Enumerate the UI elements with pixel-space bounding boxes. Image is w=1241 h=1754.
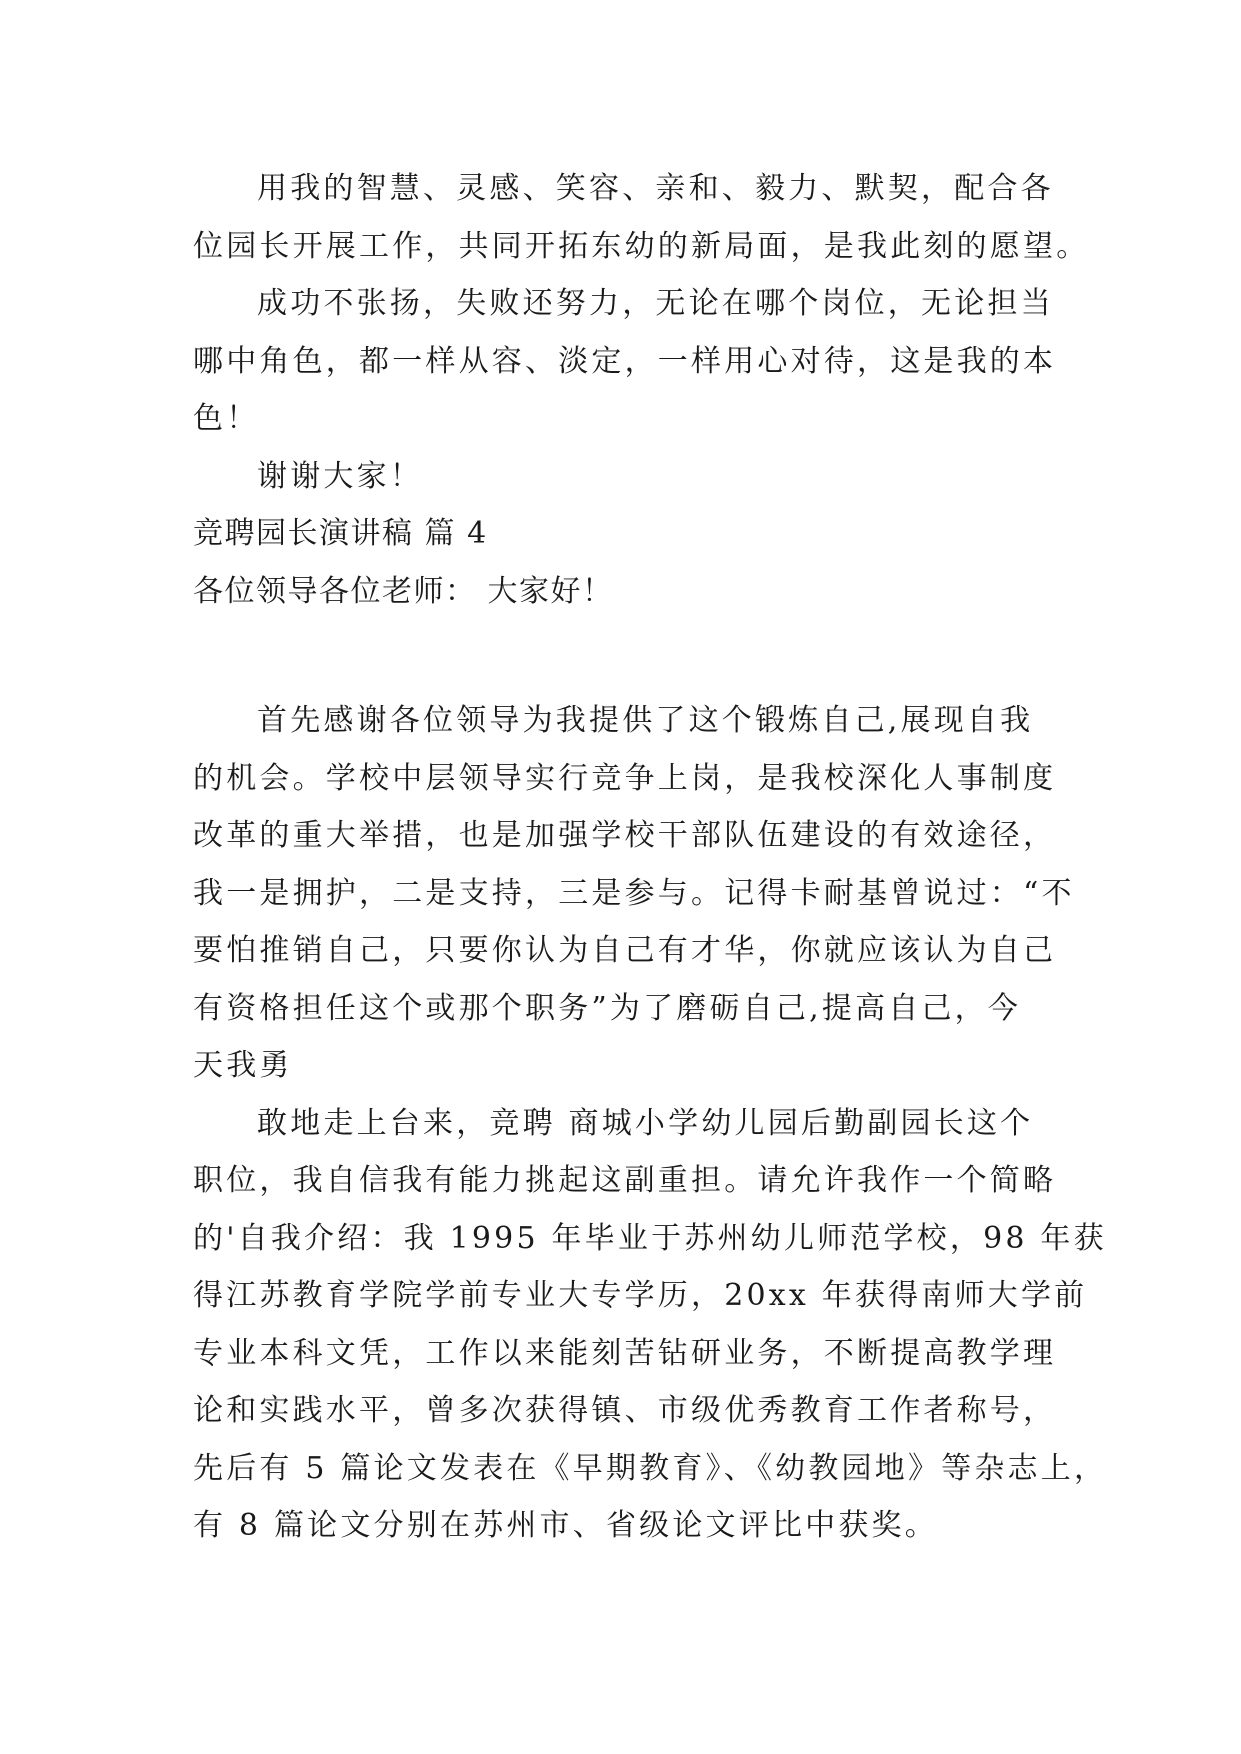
paragraph-line: 有 8 篇论文分别在苏州市、省级论文评比中获奖。 xyxy=(193,1508,938,1543)
paragraph-line: 职位，我自信我有能力挑起这副重担。请允许我作一个简略 xyxy=(193,1163,1057,1198)
paragraph-line: 色！ xyxy=(193,401,260,436)
paragraph-5 xyxy=(193,1095,1108,1555)
paragraph-line: 的'自我介绍：我 1995 年毕业于苏州幼儿师范学校，98 年获 xyxy=(193,1220,1107,1256)
paragraph-line: 先后有 5 篇论文发表在《早期教育》、《幼教园地》等杂志上， xyxy=(193,1450,1108,1486)
paragraph-line: 有资格担任这个或那个职务”为了磨砺自己,提高自己，今 xyxy=(193,990,1022,1026)
blank-space xyxy=(193,620,1058,692)
paragraph-line: 的机会。学校中层领导实行竞争上岗，是我校深化人事制度 xyxy=(193,760,1057,796)
greeting: 各位领导各位老师： 大家好！ xyxy=(193,573,614,609)
paragraph-line: 首先感谢各位领导为我提供了这个锻炼自己,展现自我 xyxy=(257,703,1034,738)
paragraph-line: 用我的智慧、灵感、笑容、亲和、毅力、默契，配合各 xyxy=(257,171,1054,206)
paragraph-line: 我一是拥护，二是支持，三是参与。记得卡耐基曾说过：“不 xyxy=(193,875,1075,911)
paragraph-3 xyxy=(193,448,1058,506)
paragraph-line: 要怕推销自己，只要你认为自己有才华，你就应该认为自己 xyxy=(193,933,1057,968)
paragraph-line: 成功不张扬，失败还努力，无论在哪个岗位，无论担当 xyxy=(257,286,1054,321)
paragraph-line: 得江苏教育学院学前专业大专学历，20xx 年获得南师大学前 xyxy=(193,1278,1088,1313)
paragraph-line: 位园长开展工作，共同开拓东幼的新局面，是我此刻的愿望。 xyxy=(193,228,1090,264)
section-title: 竞聘园长演讲稿 篇 4 xyxy=(193,516,488,551)
paragraph-line: 敢地走上台来，竞聘 商城小学幼儿园后勤副园长这个 xyxy=(257,1105,1034,1141)
paragraph-line: 天我勇 xyxy=(193,1048,293,1083)
paragraph-line: 专业本科文凭，工作以来能刻苦钻研业务，不断提高教学理 xyxy=(193,1335,1057,1371)
paragraph-1 xyxy=(193,160,1090,275)
paragraph-2 xyxy=(193,275,1058,448)
paragraph-line: 哪中角色，都一样从容、淡定，一样用心对待，这是我的本 xyxy=(193,343,1057,379)
paragraph-line: 谢谢大家！ xyxy=(257,458,423,494)
paragraph-line: 改革的重大举措，也是加强学校干部队伍建设的有效途径， xyxy=(193,818,1057,853)
paragraph-line: 论和实践水平，曾多次获得镇、市级优秀教育工作者称号， xyxy=(193,1393,1057,1428)
document-body xyxy=(193,160,1108,1555)
paragraph-4 xyxy=(193,692,1075,1095)
